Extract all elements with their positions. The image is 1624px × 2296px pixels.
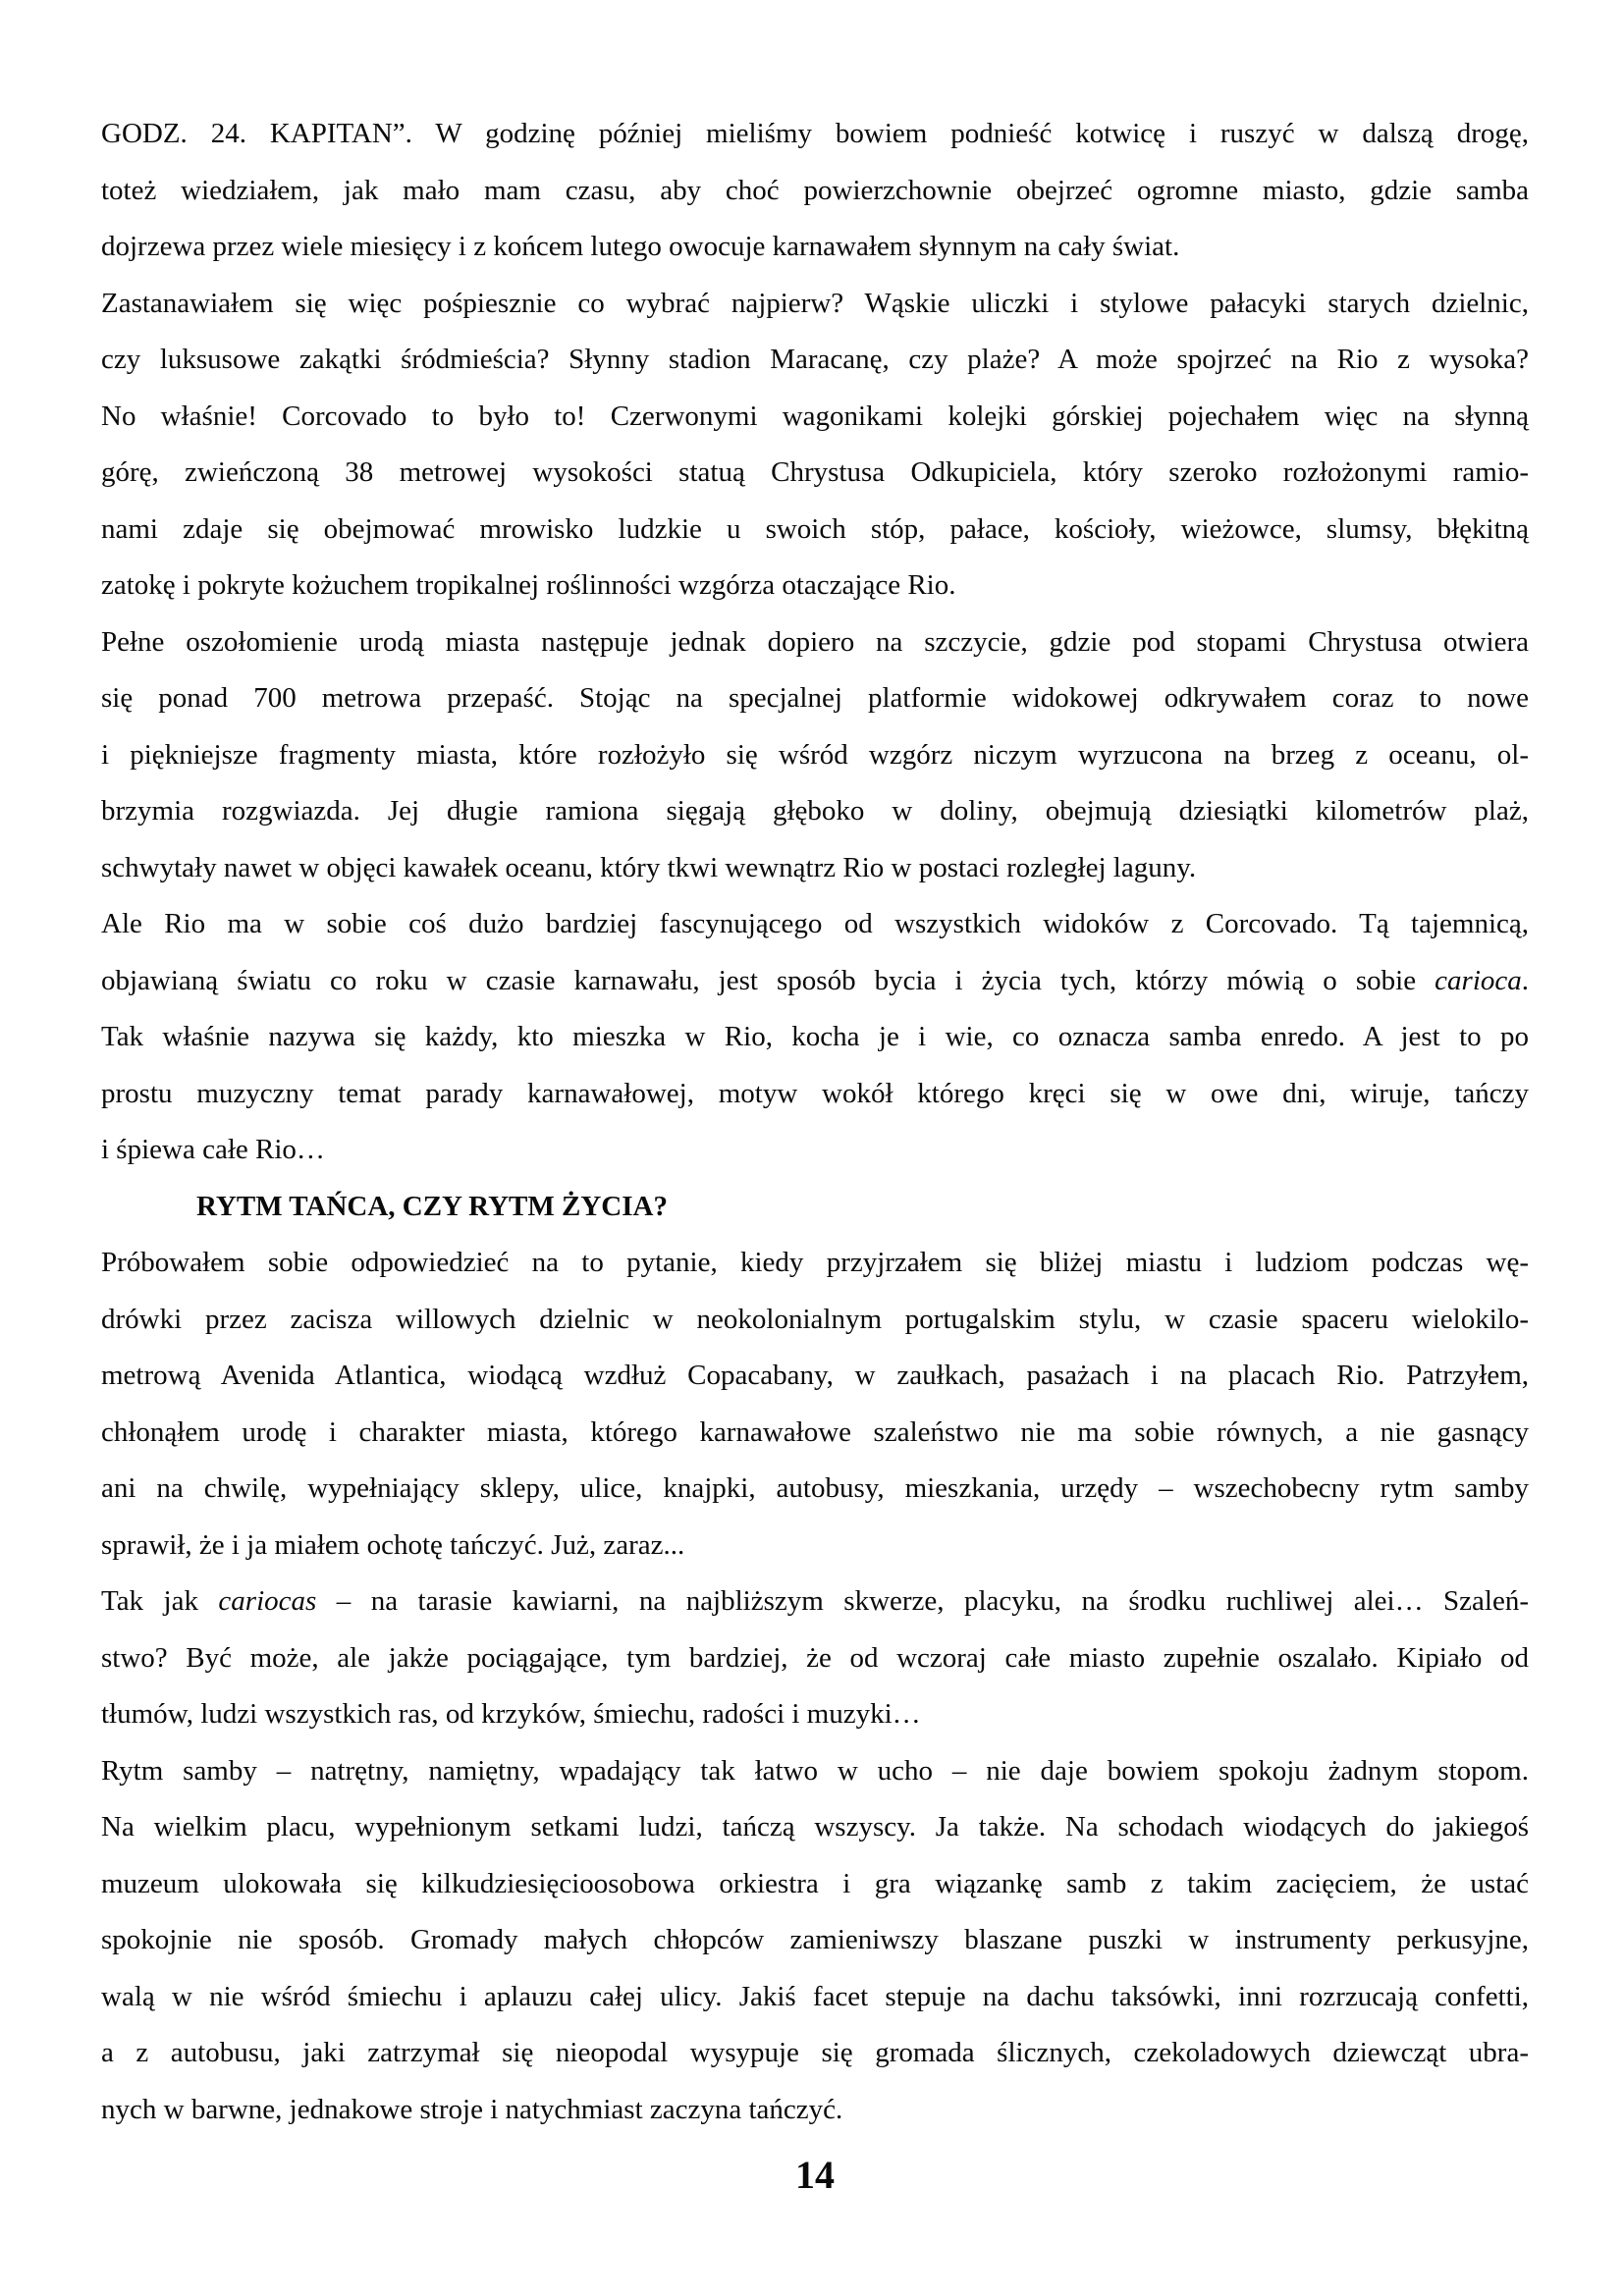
- text-line: [101, 840, 1529, 897]
- text-run: Rytm samby – natrętny, namiętny, wpadający tak łatwo w ucho – nie daje bowiem spokoju żadnym stopom.: [101, 1754, 1529, 1787]
- section-heading: [101, 1179, 1529, 1236]
- text-line: [101, 614, 1529, 671]
- text-run: – na tarasie kawiarni, na najbliższym skwerze, placyku, na środku ruchliwej alei… Szaleń-: [316, 1585, 1529, 1617]
- text-line: [101, 1066, 1529, 1123]
- text-line: [101, 1743, 1529, 1800]
- text-line: [101, 106, 1529, 163]
- text-line: [101, 783, 1529, 840]
- text-line: [101, 558, 1529, 614]
- text-run: RYTM TAŃCA, CZY RYTM ŻYCIA?: [196, 1190, 668, 1222]
- text-run: .: [1521, 964, 1529, 996]
- text-run: i śpiewa całe Rio…: [101, 1134, 325, 1165]
- text-run: No właśnie! Corcovado to było to! Czerwonymi wagonikami kolejki górskiej pojechałem więc na słynną: [101, 400, 1529, 432]
- text-run: zatokę i pokryte kożuchem tropikalnej roślinności wzgórza otaczające Rio.: [101, 569, 956, 601]
- text-line: [101, 1518, 1529, 1575]
- text-line: [101, 389, 1529, 446]
- text-line: [101, 1574, 1529, 1630]
- text-run: GODZ. 24. KAPITAN”. W godzinę później mieliśmy bowiem podnieść kotwicę i ruszyć w dalszą drogę,: [101, 118, 1529, 149]
- text-run: Ale Rio ma w sobie coś dużo bardziej fascynującego od wszystkich widoków z Corcovado. Tą tajemnicą,: [101, 908, 1529, 939]
- text-line: [101, 276, 1529, 333]
- text-run: Zastanawiałem się więc pośpiesznie co wybrać najpierw? Wąskie uliczki i stylowe pałacyki starych dzielnic,: [101, 287, 1529, 319]
- text-run: stwo? Być może, ale jakże pociągające, tym bardziej, że od wczoraj całe miasto zupełnie oszalało. Kipiało od: [101, 1641, 1529, 1674]
- text-run: nami zdaje się obejmować mrowisko ludzkie u swoich stóp, pałace, kościoły, wieżowce, slumsy, błękitną: [101, 512, 1529, 545]
- text-run: metrową Avenida Atlantica, wiodącą wzdłuż Copacabany, w zaułkach, pasażach i na placach Rio. Patrzyłem,: [101, 1360, 1529, 1391]
- text-line: [101, 1405, 1529, 1462]
- text-line: [101, 1235, 1529, 1292]
- text-run: nych w barwne, jednakowe stroje i natychmiast zaczyna tańczyć.: [101, 2093, 843, 2125]
- text-line: [101, 2082, 1529, 2139]
- text-run: prostu muzyczny temat parady karnawałowej, motyw wokół którego kręci się w owe dni, wiruje, tańczy: [101, 1077, 1529, 1109]
- text-run: spokojnie nie sposób. Gromady małych chłopców zamieniwszy blaszane puszki w instrumenty perkusyjne,: [101, 1924, 1529, 1955]
- page-number: 14: [795, 2153, 835, 2197]
- text-run: brzymia rozgwiazda. Jej długie ramiona sięgają głęboko w doliny, obejmują dziesiątki kilometrów plaż,: [101, 795, 1529, 827]
- text-line: [101, 1009, 1529, 1066]
- text-line: [101, 1122, 1529, 1179]
- text-line: [101, 670, 1529, 727]
- text-run: drówki przez zacisza willowych dzielnic w neokolonialnym portugalskim stylu, w czasie spaceru wielokilo-: [101, 1303, 1529, 1335]
- text-line: [101, 1856, 1529, 1913]
- text-line: [101, 896, 1529, 953]
- text-line: [101, 1630, 1529, 1687]
- text-run: walą w nie wśród śmiechu i aplauzu całej ulicy. Jakiś facet stepuje na dachu taksówki, inni rozrzucają confetti,: [101, 1980, 1529, 2012]
- text-line: [101, 1461, 1529, 1518]
- text-run: schwytały nawet w objęci kawałek oceanu, który tkwi wewnątrz Rio w postaci rozległej laguny.: [101, 851, 1197, 883]
- text-run: dojrzewa przez wiele miesięcy i z końcem lutego owocuje karnawałem słynnym na cały świat.: [101, 231, 1180, 262]
- text-run: Tak jak: [101, 1585, 219, 1617]
- text-run: ani na chwilę, wypełniający sklepy, ulice, knajpki, autobusy, mieszkania, urzędy – wszechobecny rytm samby: [101, 1472, 1529, 1504]
- text-line: [101, 502, 1529, 559]
- text-line: [101, 2025, 1529, 2082]
- text-run: Pełne oszołomienie urodą miasta następuje jednak dopiero na szczycie, gdzie pod stopami Chrystusa otwiera: [101, 625, 1529, 658]
- text-line: [101, 1912, 1529, 1969]
- text-run: objawianą światu co roku w czasie karnawału, jest sposób bycia i życia tych, którzy mówią o sobie: [101, 964, 1435, 996]
- text-line: [101, 1799, 1529, 1856]
- text-line: [101, 953, 1529, 1010]
- text-run: Na wielkim placu, wypełnionym setkami ludzi, tańczą wszyscy. Ja także. Na schodach wiodących do jakiegoś: [101, 1811, 1529, 1842]
- text-run: chłonąłem urodę i charakter miasta, którego karnawałowe szaleństwo nie ma sobie równych, a nie gasnący: [101, 1415, 1529, 1448]
- text-run: toteż wiedziałem, jak mało mam czasu, aby choć powierzchownie obejrzeć ogromne miasto, gdzie samba: [101, 174, 1529, 206]
- text-run: czy luksusowe zakątki śródmieścia? Słynny stadion Maracanę, czy plaże? A może spojrzeć na Rio z wysoka?: [101, 344, 1529, 375]
- text-run: sprawił, że i ja miałem ochotę tańczyć. Już, zaraz...: [101, 1528, 685, 1561]
- text-run: muzeum ulokowała się kilkudziesięcioosobowa orkiestra i gra wiązankę samb z takim zacięciem, że ustać: [101, 1867, 1529, 1899]
- text-line: [101, 445, 1529, 502]
- text-run: Próbowałem sobie odpowiedzieć na to pytanie, kiedy przyjrzałem się bliżej miastu i ludziom podczas wę-: [101, 1247, 1529, 1278]
- text-line: [101, 163, 1529, 220]
- text-line: [101, 1969, 1529, 2026]
- text-line: [101, 332, 1529, 389]
- text-block: [101, 106, 1529, 2138]
- italic-text-run: carioca: [1435, 964, 1522, 996]
- text-line: [101, 1292, 1529, 1349]
- text-run: górę, zwieńczoną 38 metrowej wysokości statuą Chrystusa Odkupiciela, który szeroko rozłożonymi ramio-: [101, 456, 1529, 488]
- text-run: a z autobusu, jaki zatrzymał się nieopodal wysypuje się gromada ślicznych, czekoladowych dziewcząt ubra-: [101, 2037, 1529, 2068]
- text-run: i piękniejsze fragmenty miasta, które rozłożyło się wśród wzgórz niczym wyrzucona na brzeg z oceanu, ol-: [101, 738, 1529, 771]
- text-line: [101, 219, 1529, 276]
- text-run: tłumów, ludzi wszystkich ras, od krzyków, śmiechu, radości i muzyki…: [101, 1698, 921, 1730]
- italic-text-run: cariocas: [218, 1585, 317, 1617]
- text-line: [101, 1348, 1529, 1405]
- text-run: się ponad 700 metrowa przepaść. Stojąc na specjalnej platformie widokowej odkrywałem coraz to nowe: [101, 682, 1529, 714]
- text-run: Tak właśnie nazywa się każdy, kto mieszka w Rio, kocha je i wie, co oznacza samba enredo. A jest to po: [101, 1021, 1529, 1052]
- text-line: [101, 727, 1529, 784]
- text-line: [101, 1686, 1529, 1743]
